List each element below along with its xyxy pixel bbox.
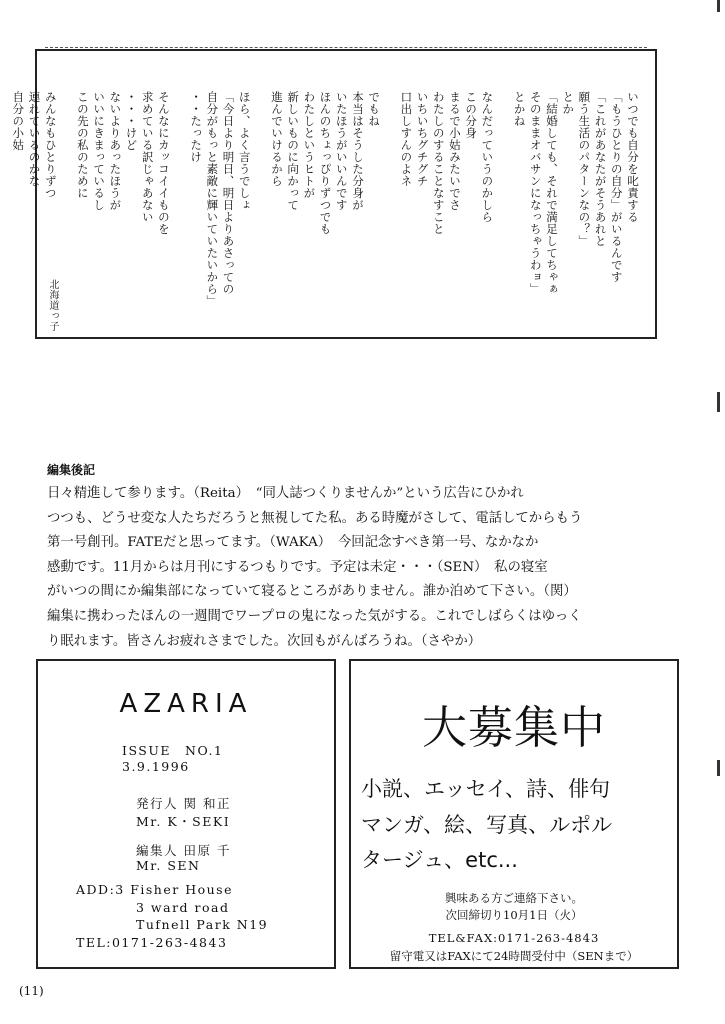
editorial-line: 編集に携わったほんの一週間でワープロの鬼になった気がする。これでしばらくはゆっく <box>47 608 582 624</box>
editor-label: 編集人 田原 千 <box>136 843 231 858</box>
edge-mark <box>717 760 720 776</box>
edge-mark <box>717 392 720 412</box>
poem-line: ほんのちょっぴりずつでも <box>318 91 333 235</box>
poem-line: そのままオバサンになっちゃうわョ」 <box>528 91 543 295</box>
editorial-title: 編集後記 <box>47 463 96 477</box>
editorial-line: 感動です。11月からは月刊にするつもりです。予定は未定・・・（SEN） 私の寝室 <box>47 559 548 575</box>
poem-line: 口出しすんのよネ <box>399 91 414 187</box>
poem-line: とか <box>561 91 576 115</box>
poem-line: わたしというヒトが <box>302 91 317 199</box>
poem-line: この先の私のために <box>75 91 90 199</box>
editorial-line: がいつの間にか編集部になっていて寝るところがありません。誰か泊めて下さい。（関） <box>47 584 577 600</box>
poem-line: 本当はそうした分身が <box>350 91 365 211</box>
recruit-genres <box>361 772 612 879</box>
poem-line: 連れているのかな <box>27 91 42 187</box>
poem-line: 「これがあなたがそうあれと <box>593 91 608 247</box>
colophon-box <box>36 659 336 969</box>
poem-line: この分身 <box>464 91 479 139</box>
publisher-label: 発行人 関 和正 <box>136 796 231 811</box>
recruit-tel-fax: TEL&FAX:0171-263-4843 <box>428 931 600 945</box>
poem-line: いいにきまっているし <box>92 91 107 211</box>
poem-line: まるで小姑みたいでさ <box>447 91 462 211</box>
poem-stanza-3 <box>269 91 382 331</box>
address-line-2: 3 ward road <box>136 900 230 915</box>
poem-line: いちいちグチグチ <box>415 91 430 187</box>
poem-line: 「もうひとりの自分」がいるんです <box>609 91 624 283</box>
poem-line: ないよりあったほうが <box>108 91 123 211</box>
poem-line: 自分がもっと素敵に輝いていたいから」 <box>205 91 220 307</box>
genre-line: 小説、エッセイ、詩、俳句 <box>361 777 611 801</box>
deadline: 次回締切り10月1日（火） <box>445 908 583 922</box>
poem-line: 自分の小姑 <box>11 91 26 151</box>
magazine-title: AZARIA <box>119 689 253 719</box>
issue-date: 3.9.1996 <box>122 759 190 774</box>
recruit-headline: 大募集中 <box>421 701 606 754</box>
poem-line: ・・・けど <box>124 91 139 151</box>
poem-line: いつでも自分を叱責する <box>626 91 640 223</box>
editorial-line: り眠れます。皆さんお疲れさまでした。次回もがんばろうね。（さやか） <box>47 633 482 649</box>
contact-note: 興味ある方ご連絡下さい。 <box>445 891 583 905</box>
poem-line: 「今日より明日、明日よりあさっての <box>221 91 236 295</box>
poem-line: でもね <box>367 91 382 127</box>
publisher-name: Mr. K・SEKI <box>136 814 231 829</box>
poem-line: みんなもひとりずつ <box>43 91 58 199</box>
poem-stanza-4 <box>188 91 253 331</box>
poem-stanza-5 <box>75 91 172 331</box>
answering-note: 留守電又はFAXにて24時間受付中（SENまで） <box>389 949 639 963</box>
colophon-tel: TEL:0171-263-4843 <box>76 935 228 950</box>
recruitment-box <box>349 659 679 969</box>
editor-name: Mr. SEN <box>136 858 201 873</box>
poem-line: いたほうがいいんです <box>334 91 349 211</box>
poem-line: ・・たったけ <box>189 91 204 163</box>
poem-line: 新しいものに向かって <box>286 91 301 211</box>
poem-line: わたしのすることなすこと <box>431 91 446 235</box>
edge-mark <box>717 0 720 12</box>
issue-number: ISSUE NO.1 <box>122 743 224 758</box>
poem-line: 「結婚しても、それで満足してちゃぁ <box>544 91 559 295</box>
poem-line: 進んでいけるから <box>269 91 284 187</box>
editorial-line: 日々精進して参ります。（Reita） “同人誌つくりませんか”という広告にひかれ <box>47 486 524 501</box>
genre-line: マンガ、絵、写真、ルポル <box>361 812 613 837</box>
address-line-3: Tufnell Park N19 <box>136 917 269 932</box>
poem-line: なんだっていうのかしら <box>480 91 495 223</box>
genre-line: タージュ、etc... <box>361 848 518 872</box>
editorial-line: つつも、どうせ変な人たちだろうと無視してた私。ある時魔がさして、電話してからもう <box>47 510 583 526</box>
poem-line: 願う生活のパターンなの？」 <box>577 91 592 247</box>
poem-author: 北海道っ子 <box>47 279 58 332</box>
poem-box <box>11 49 657 339</box>
address-line-1: ADD:3 Fisher House <box>76 882 233 897</box>
poem-line: そんなにカッコイイものを <box>156 91 171 235</box>
editorial-body <box>47 482 687 654</box>
editorial-line: 第一号創刊。FATEだと思ってます。（WAKA） 今回記念すべき第一号、なかなか <box>47 535 539 551</box>
page-number: (11) <box>19 984 44 998</box>
poem-line: とかね <box>512 91 527 127</box>
poem-line: 求めている訳じゃあない <box>140 91 155 223</box>
poem-stanza-2 <box>398 91 495 331</box>
poem-line: ほら、よく言うでしょ <box>237 91 252 211</box>
poem-text <box>0 91 641 331</box>
poem-stanza-1 <box>511 91 641 331</box>
